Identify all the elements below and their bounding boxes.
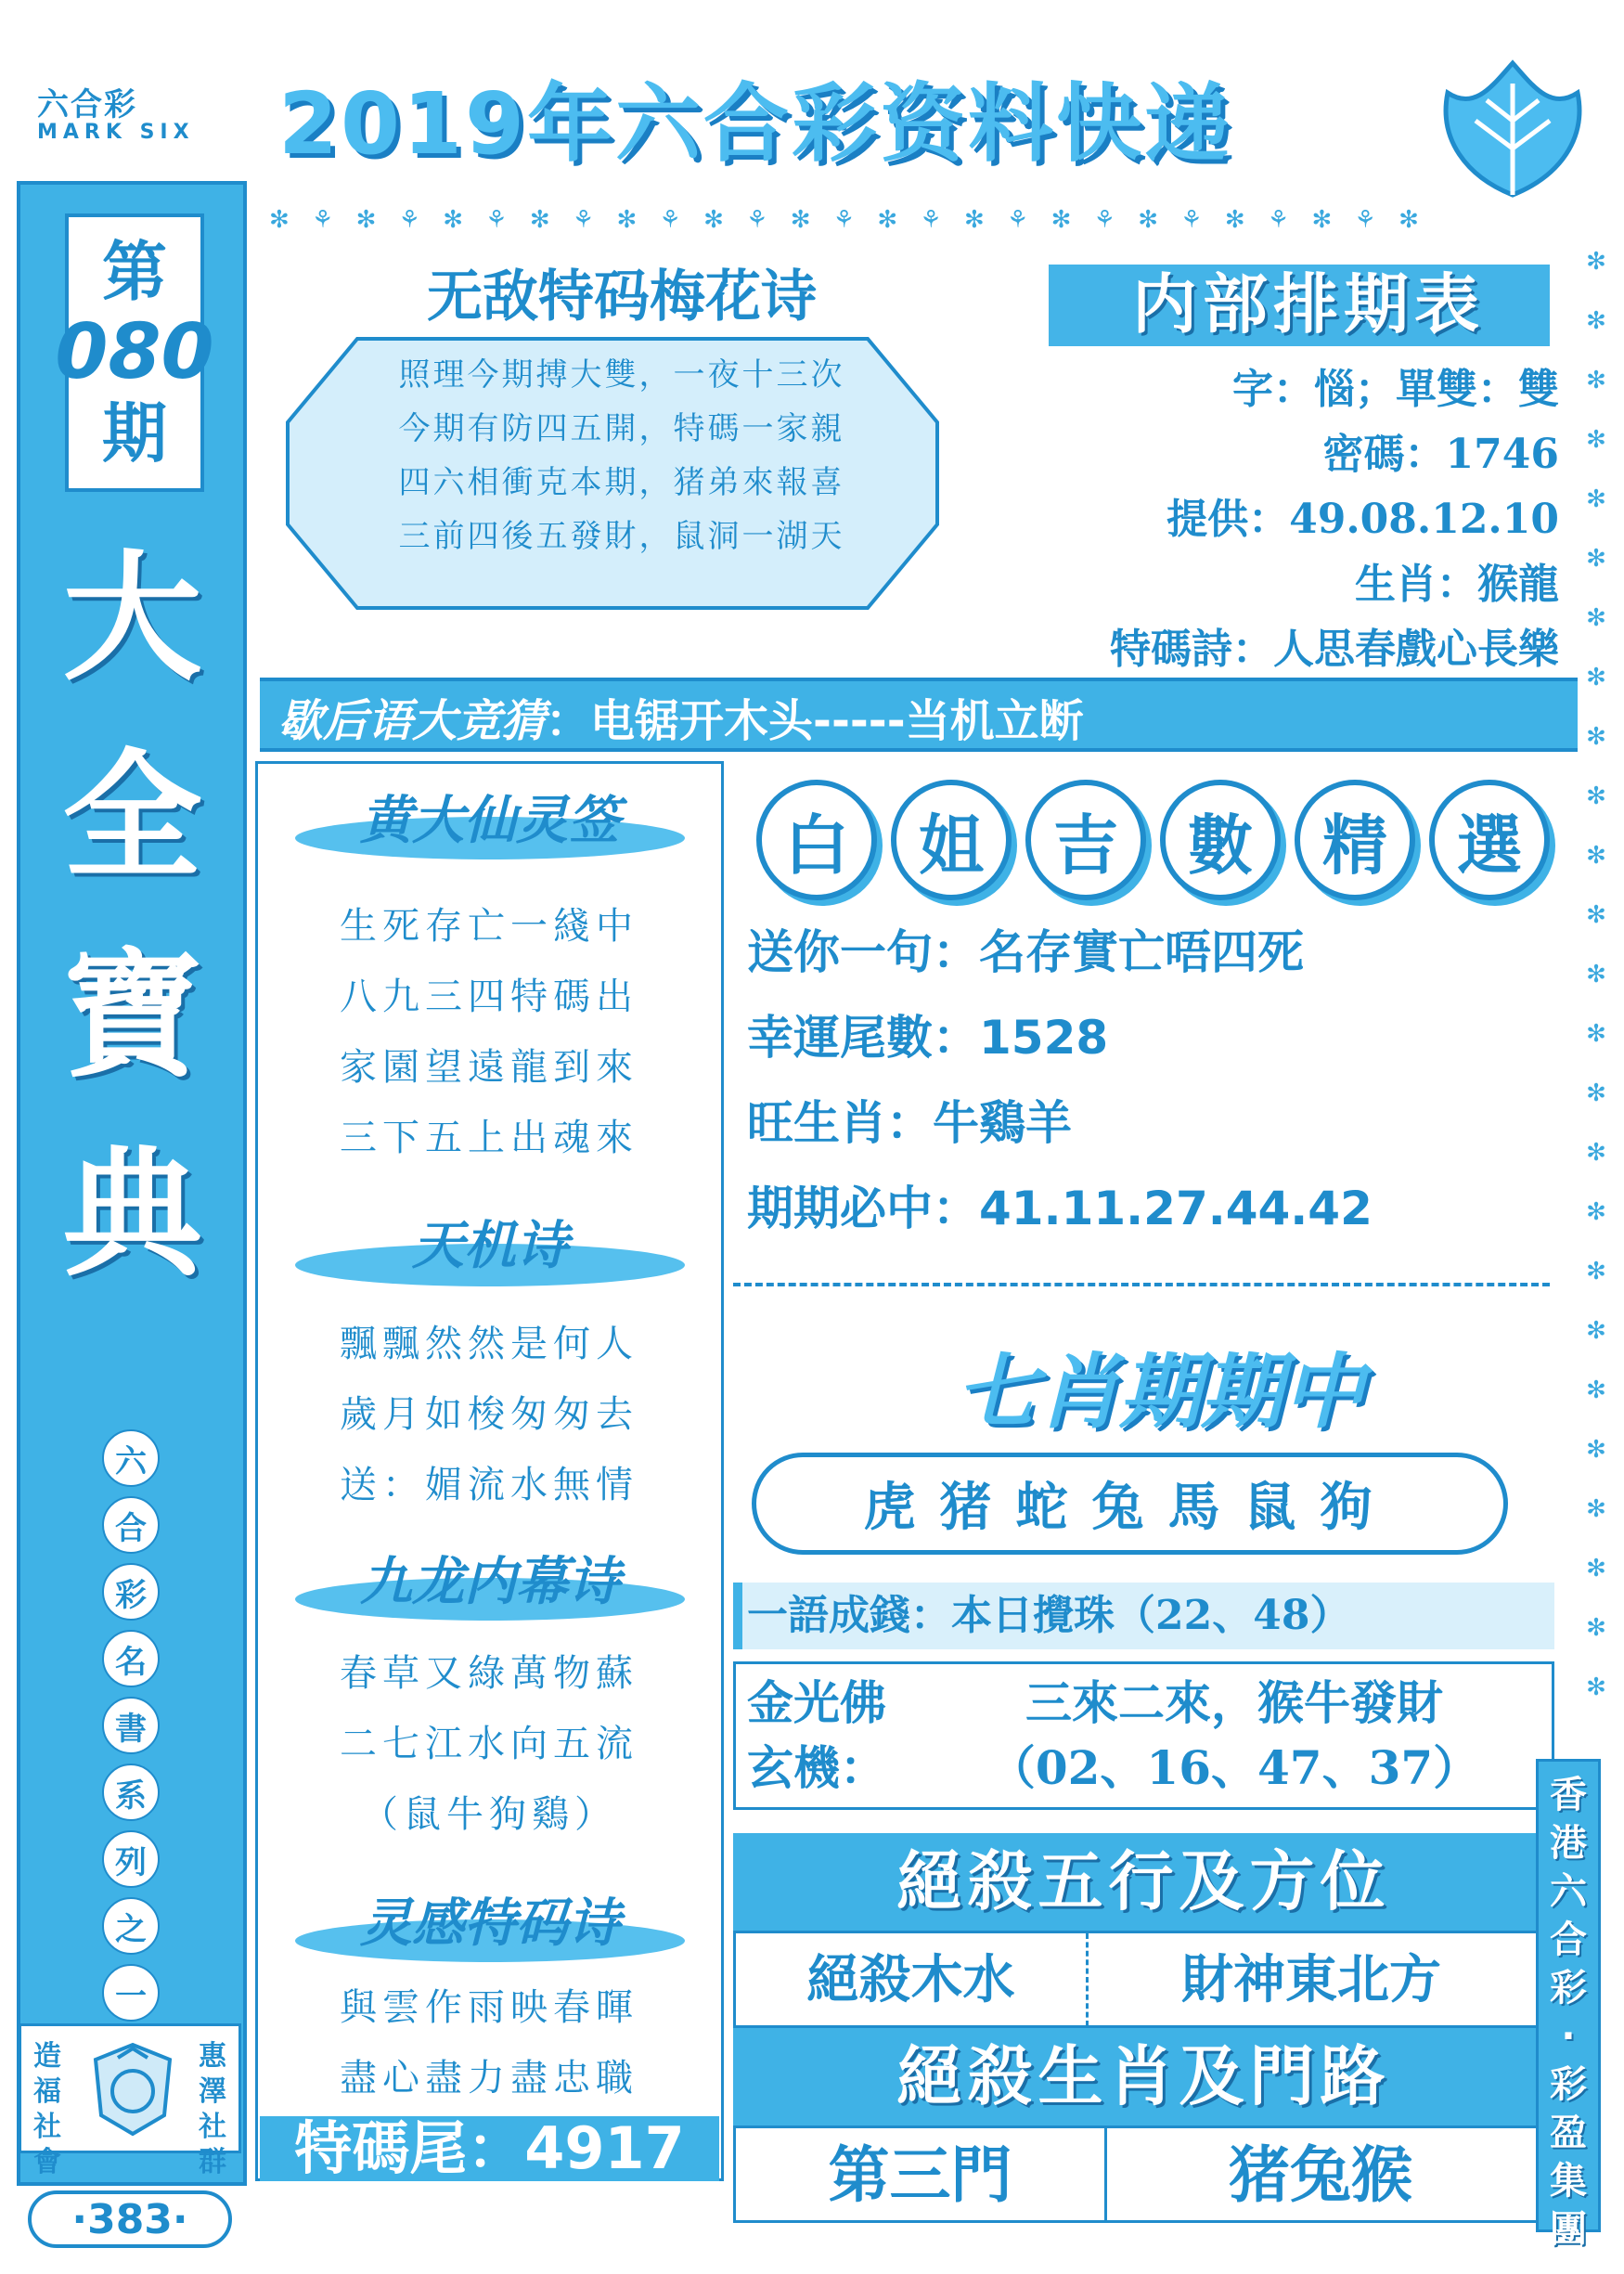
kill-zodiac-row <box>733 2125 1554 2223</box>
society-box <box>19 2023 241 2178</box>
bai-jie-title-char: 吉 <box>1025 780 1146 900</box>
band-char: 彩 <box>1550 2063 1587 2106</box>
seal-icon <box>90 2041 175 2138</box>
kill-wuxing-title: 絕殺五行及方位 <box>896 1843 1391 1919</box>
buddha-text-line: （02、16、47、37） <box>988 1740 1480 1795</box>
bai-jie-title-char: 選 <box>1429 780 1550 900</box>
bai-jie-line: 送你一句：名存實亡唔四死 <box>747 925 1304 979</box>
plum-poem-line: 三前四後五發財，鼠洞一湖天 <box>398 518 845 555</box>
plum-poem-title: 无敌特码梅花诗 <box>427 265 817 329</box>
section-poem <box>271 1638 707 1850</box>
kill-wuxing-left: 絕殺木水 <box>736 1933 1089 2026</box>
band-char: 香 <box>1550 1774 1587 1816</box>
poem-line: 二七江水向五流 <box>340 1723 638 1765</box>
series-char: 列 <box>102 1830 160 1888</box>
buddha-text-line: 三來二來，猴牛發財 <box>1025 1675 1443 1730</box>
buddha-text <box>928 1671 1540 1801</box>
plum-poem-line: 照理今期搏大雙，一夜十三次 <box>398 356 845 394</box>
tema-tail: 特碼尾：4917 <box>260 2116 719 2181</box>
band-char: · <box>1561 2015 1576 2058</box>
side-logo <box>37 79 241 162</box>
bai-jie-line: 旺生肖：牛鷄羊 <box>747 1096 1072 1150</box>
logo-en: MARK SIX <box>37 121 195 144</box>
group-vertical-band <box>1536 1759 1601 2251</box>
poem-line: 三下五上出魂來 <box>340 1117 638 1159</box>
schedule-line: 生肖：猴龍 <box>1355 561 1559 608</box>
schedule-line: 提供：49.08.12.10 <box>1166 496 1559 543</box>
sidebar-title-char: 大 <box>62 538 202 700</box>
poem-line: 盡心盡力盡忠職 <box>340 2057 638 2100</box>
band-char: 團 <box>1550 2208 1587 2251</box>
series-char: 合 <box>102 1496 160 1554</box>
issue-number: 080 <box>55 308 214 396</box>
saying: 一語成錢：本日攪珠（22、48） <box>747 1592 1351 1639</box>
society-left: 造福社會 <box>33 2040 61 2178</box>
poem-line: 家園望遠龍到來 <box>340 1046 638 1089</box>
section-title: 九龙内幕诗 <box>360 1552 620 1612</box>
page-number: ·383· <box>28 2190 232 2248</box>
section-title: 灵感特码诗 <box>360 1893 620 1954</box>
sidebar-title-char: 寶 <box>62 936 202 1097</box>
series-char: 系 <box>102 1764 160 1821</box>
series-char: 書 <box>102 1697 160 1754</box>
issue-suffix: 期 <box>102 395 167 472</box>
kill-wuxing-right: 財神東北方 <box>1181 1949 1441 2010</box>
snowflake-border-right: ✻ ✻ ✻ ✻ ✻ ✻ ✻ ✻ ✻ ✻ ✻ ✻ ✻ ✻ ✻ ✻ ✻ ✻ ✻ ✻ ✻ ✻ ✻ ✻ ✻ <box>1586 248 1606 1701</box>
schedule-title: 内部排期表 <box>1132 266 1485 342</box>
buddha-label-line: 玄機： <box>747 1741 886 1795</box>
series-circles <box>100 1429 161 2031</box>
band-char: 六 <box>1550 1870 1587 1913</box>
buddha-label-line: 金光佛 <box>747 1676 886 1730</box>
bai-jie-title-char: 精 <box>1295 780 1415 900</box>
bai-jie-lines <box>747 910 1582 1251</box>
seven-zodiac-title: 七肖期期中 <box>955 1344 1364 1440</box>
series-char: 一 <box>102 1964 160 2022</box>
dashed-divider <box>733 1283 1550 1286</box>
schedule-lines <box>928 357 1559 682</box>
section-poem <box>271 1309 707 1520</box>
schedule-line: 特碼詩：人思春戲心長樂 <box>1110 626 1559 673</box>
bai-jie-line: 期期必中：41.11.27.44.42 <box>747 1182 1373 1235</box>
schedule-line: 字：惱；單雙：雙 <box>1232 366 1559 413</box>
series-char: 之 <box>102 1897 160 1955</box>
bai-jie-title-char: 白 <box>756 780 877 900</box>
seven-zodiac-animals: 虎猪蛇兔馬鼠狗 <box>752 1453 1508 1555</box>
issue-prefix: 第 <box>102 234 167 310</box>
page-title: 2019年六合彩资料快递 <box>278 74 1233 174</box>
poem-line: 飄飄然然是何人 <box>340 1323 638 1365</box>
plum-poem-line: 四六相衝克本期，猪弟來報喜 <box>398 464 845 501</box>
series-char: 名 <box>102 1630 160 1687</box>
sidebar-title-char: 典 <box>62 1134 202 1296</box>
kill-zodiac-title: 絕殺生肖及門路 <box>896 2038 1391 2114</box>
poem-line: 歲月如梭匆匆去 <box>340 1393 638 1436</box>
kill-zodiac-left: 第三門 <box>736 2128 1107 2221</box>
sidebar-title <box>28 520 237 1314</box>
band-char: 集 <box>1550 2160 1587 2203</box>
snowflake-border-top: ✻ ⚘ ✻ ⚘ ✻ ⚘ ✻ ⚘ ✻ ⚘ ✻ ⚘ ✻ ⚘ ✻ ⚘ ✻ ⚘ ✻ ⚘ ✻ ⚘ ✻ ⚘ ✻ ⚘ ✻ <box>269 206 1426 234</box>
sidebar-title-char: 全 <box>62 737 202 898</box>
band-char: 彩 <box>1550 1967 1587 2009</box>
kill-wuxing-row <box>733 1931 1554 2028</box>
plum-poem-lines <box>306 348 937 563</box>
bai-jie-title-char: 數 <box>1160 780 1281 900</box>
section-title: 黄大仙灵签 <box>360 791 620 851</box>
poem-line: 與雲作雨映春暉 <box>340 1986 638 2029</box>
poem-line: 送：媚流水無情 <box>340 1464 638 1506</box>
series-char: 彩 <box>102 1563 160 1621</box>
poem-line: 生死存亡一綫中 <box>340 905 638 948</box>
section-title: 天机诗 <box>412 1216 568 1276</box>
riddle-label: 歇后语大竞猜 <box>278 695 547 747</box>
riddle <box>278 685 1559 747</box>
plum-poem-line: 今期有防四五開，特碼一家親 <box>398 410 845 447</box>
section-poem <box>271 891 707 1173</box>
poem-line: 春草又綠萬物蘇 <box>340 1652 638 1695</box>
buddha-label <box>747 1671 914 1801</box>
kill-zodiac-right: 猪兔猴 <box>1229 2138 1412 2211</box>
section-poem <box>271 1972 707 2113</box>
society-right: 惠澤社群 <box>199 2040 226 2178</box>
logo-cn: 六合彩 <box>37 86 137 123</box>
poem-line: 八九三四特碼出 <box>340 975 638 1018</box>
poem-line: （鼠牛狗鷄） <box>361 1793 617 1836</box>
series-char: 六 <box>102 1429 160 1487</box>
band-char: 港 <box>1550 1822 1587 1865</box>
riddle-text: ：电锯开木头-----当机立断 <box>546 695 1084 747</box>
issue-box <box>55 213 214 492</box>
schedule-line: 密碼：1746 <box>1322 431 1559 478</box>
bai-jie-title-char: 姐 <box>891 780 1012 900</box>
bai-jie-line: 幸運尾數：1528 <box>747 1011 1109 1065</box>
band-char: 盈 <box>1550 2112 1587 2154</box>
leaf-icon <box>1429 56 1596 204</box>
band-char: 合 <box>1550 1919 1587 1961</box>
